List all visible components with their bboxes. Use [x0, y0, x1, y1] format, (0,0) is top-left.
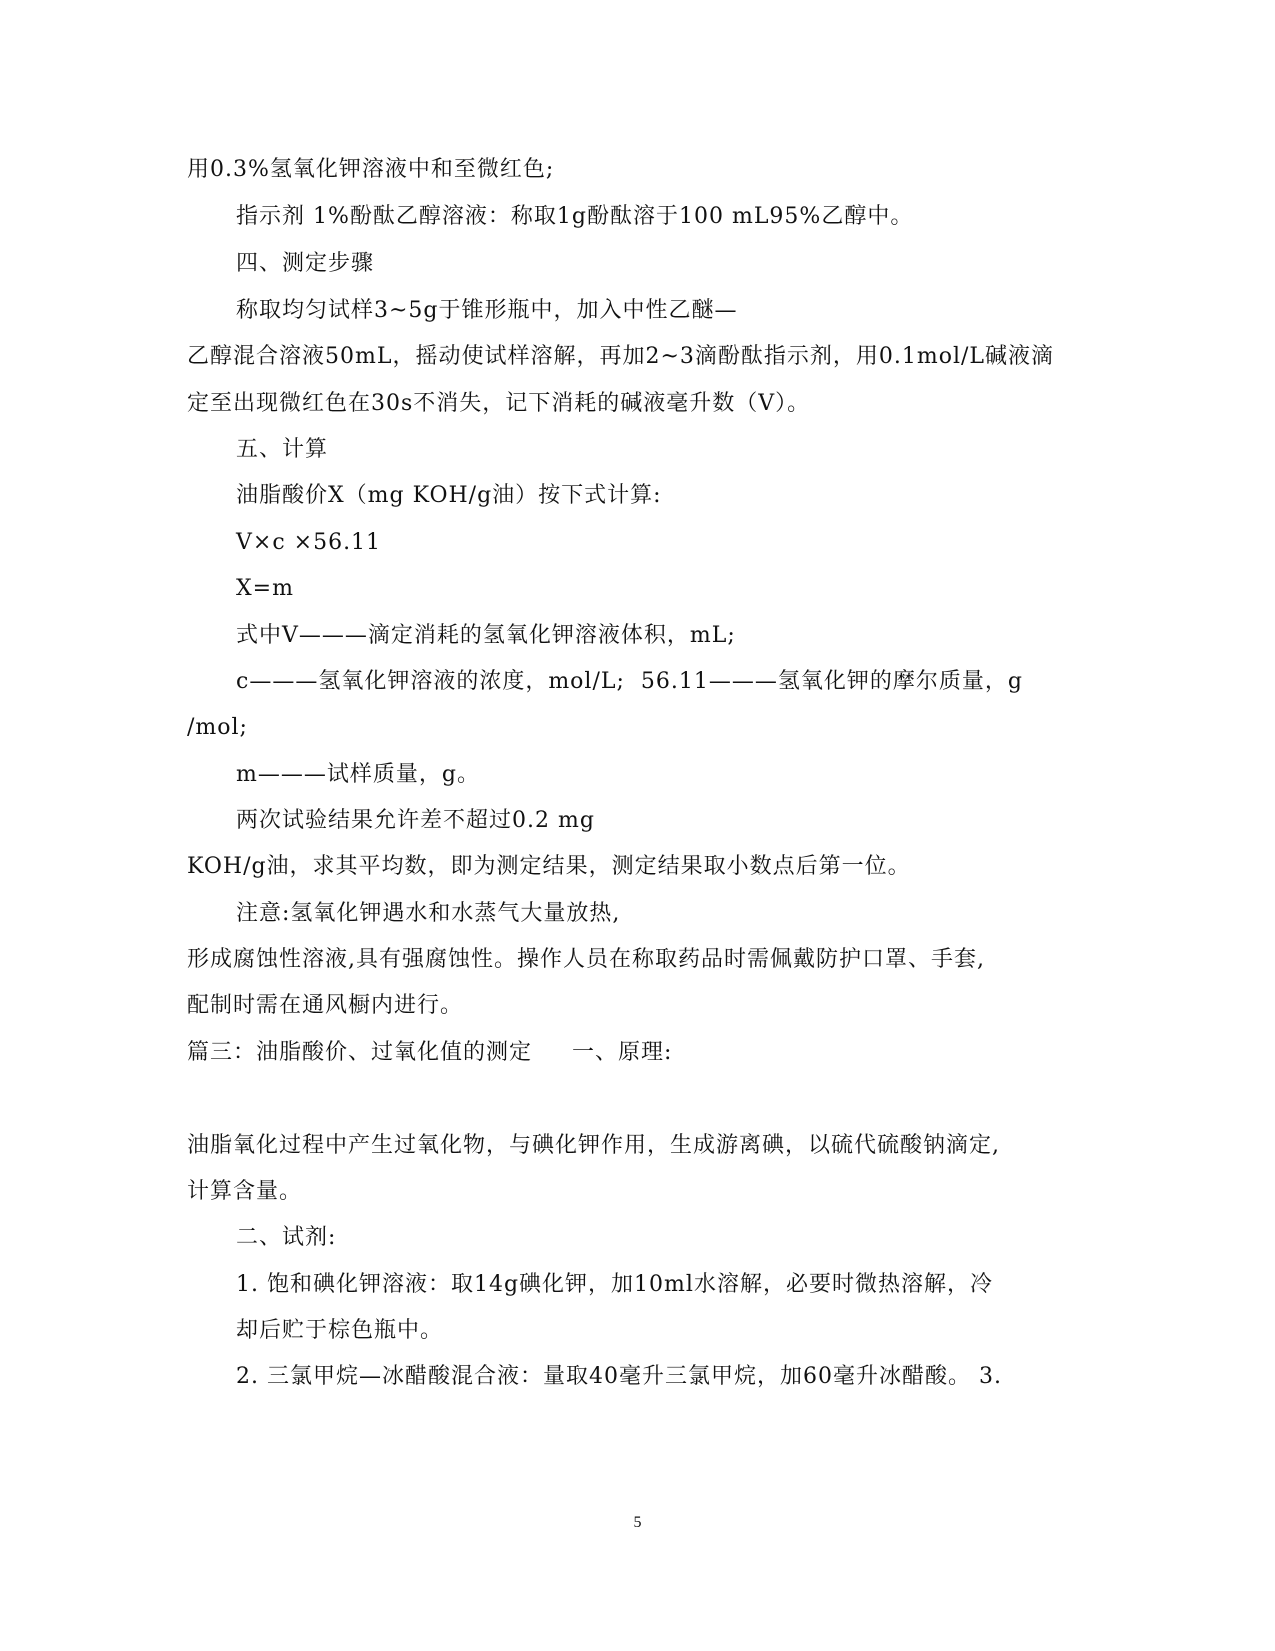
text-line: 油脂氧化过程中产生过氧化物，与碘化钾作用，生成游离碘，以硫代硫酸钠滴定,	[187, 1133, 1000, 1158]
formula-numerator: V×c ×56.11	[236, 530, 382, 555]
section-heading: 四、测定步骤	[236, 251, 375, 276]
list-item: 1. 饱和碘化钾溶液：取14g碘化钾，加10ml水溶解，必要时微热溶解，冷	[236, 1272, 993, 1297]
text-line: m———试样质量，g。	[236, 762, 480, 787]
text-line: 式中V———滴定消耗的氢氧化钾溶液体积，mL;	[236, 623, 736, 648]
section-heading: 二、试剂:	[236, 1225, 337, 1250]
formula-line: X=m	[236, 576, 294, 601]
chapter-heading: 篇三：油脂酸价、过氧化值的测定 一、原理:	[187, 1040, 673, 1065]
text-line: 计算含量。	[187, 1179, 303, 1204]
text-line: 配制时需在通风橱内进行。	[187, 993, 464, 1018]
text-line: KOH/g油，求其平均数，即为测定结果，测定结果取小数点后第一位。	[187, 854, 911, 879]
list-item-continuation: 却后贮于棕色瓶中。	[236, 1318, 444, 1343]
list-item: 2. 三氯甲烷—冰醋酸混合液：量取40毫升三氯甲烷，加60毫升冰醋酸。 3.	[236, 1364, 1002, 1389]
section-heading: 五、计算	[236, 437, 329, 462]
text-line: 指示剂 1%酚酞乙醇溶液：称取1g酚酞溶于100 mL95%乙醇中。	[236, 204, 914, 229]
text-line: 注意:氢氧化钾遇水和水蒸气大量放热,	[236, 901, 621, 926]
text-line: /mol;	[187, 715, 248, 740]
text-line: 称取均匀试样3~5g于锥形瓶中，加入中性乙醚—	[236, 298, 738, 323]
page-number: 5	[633, 1514, 642, 1531]
text-line: 油脂酸价X（mg KOH/g油）按下式计算:	[236, 483, 662, 508]
text-line: 定至出现微红色在30s不消失，记下消耗的碱液毫升数（V）。	[187, 391, 811, 416]
text-line: c———氢氧化钾溶液的浓度，mol/L; 56.11———氢氧化钾的摩尔质量，g	[236, 669, 1023, 694]
text-line: 用0.3%氢氧化钾溶液中和至微红色;	[187, 157, 555, 182]
text-line: 乙醇混合溶液50mL，摇动使试样溶解，再加2~3滴酚酞指示剂，用0.1mol/L碱液滴	[187, 344, 1055, 369]
text-line: 两次试验结果允许差不超过0.2 mg	[236, 808, 595, 833]
text-line: 形成腐蚀性溶液,具有强腐蚀性。操作人员在称取药品时需佩戴防护口罩、手套,	[187, 947, 985, 972]
